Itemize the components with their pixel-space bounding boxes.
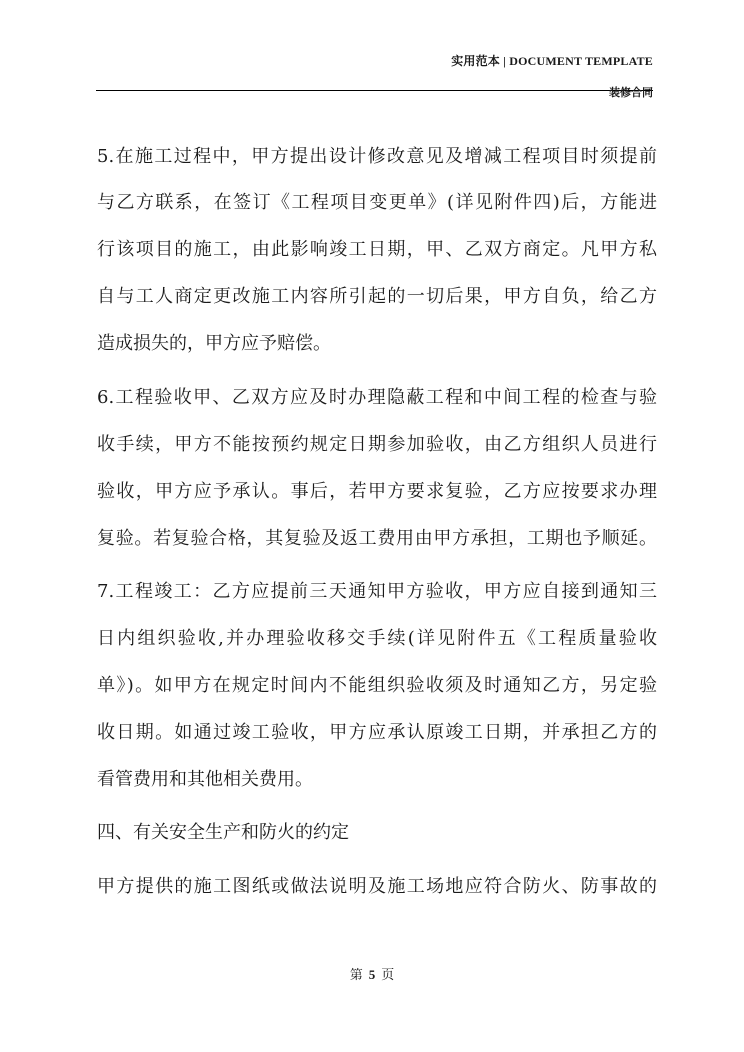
page-prefix: 第 xyxy=(349,968,363,983)
header-subtitle: 装修合同 xyxy=(609,86,653,99)
section-heading: 四、有关安全生产和防火的约定 xyxy=(97,822,349,843)
body-line: 自与工人商定更改施工内容所引起的一切后果，甲方自负，给乙方 xyxy=(97,286,657,307)
body-line: 日内组织验收,并办理验收移交手续(详见附件五《工程质量验收 xyxy=(97,628,657,649)
page-footer xyxy=(0,964,744,983)
body-line: 收手续，甲方不能按预约规定日期参加验收，由乙方组织人员进行 xyxy=(97,434,657,455)
body-line: 单》)。如甲方在规定时间内不能组织验收须及时通知乙方，另定验 xyxy=(97,675,657,696)
body-line: 与乙方联系，在签订《工程项目变更单》(详见附件四)后，方能进 xyxy=(97,192,657,213)
body-line: 行该项目的施工，由此影响竣工日期，甲、乙双方商定。凡甲方私 xyxy=(97,239,657,260)
body-line: 复验。若复验合格，其复验及返工费用由甲方承担，工期也予顺延。 xyxy=(97,528,657,549)
body-line: 看管费用和其他相关费用。 xyxy=(97,769,313,790)
page-header xyxy=(96,52,653,99)
body-line: 造成损失的，甲方应予赔偿。 xyxy=(97,333,331,354)
header-title: 实用范本 | DOCUMENT TEMPLATE xyxy=(451,54,653,68)
page-number: 5 xyxy=(368,967,376,982)
body-line: 6.工程验收甲、乙双方应及时办理隐蔽工程和中间工程的检查与验 xyxy=(97,387,657,408)
body-line: 5.在施工过程中，甲方提出设计修改意见及增减工程项目时须提前 xyxy=(97,146,657,167)
body-line: 收日期。如通过竣工验收，甲方应承认原竣工日期，并承担乙方的 xyxy=(97,722,657,743)
body-line: 甲方提供的施工图纸或做法说明及施工场地应符合防火、防事故的 xyxy=(97,876,657,897)
body-line: 7.工程竣工：乙方应提前三天通知甲方验收，甲方应自接到通知三 xyxy=(97,581,657,602)
body-line: 验收，甲方应予承认。事后，若甲方要求复验，乙方应按要求办理 xyxy=(97,481,657,502)
page-suffix: 页 xyxy=(381,968,395,983)
